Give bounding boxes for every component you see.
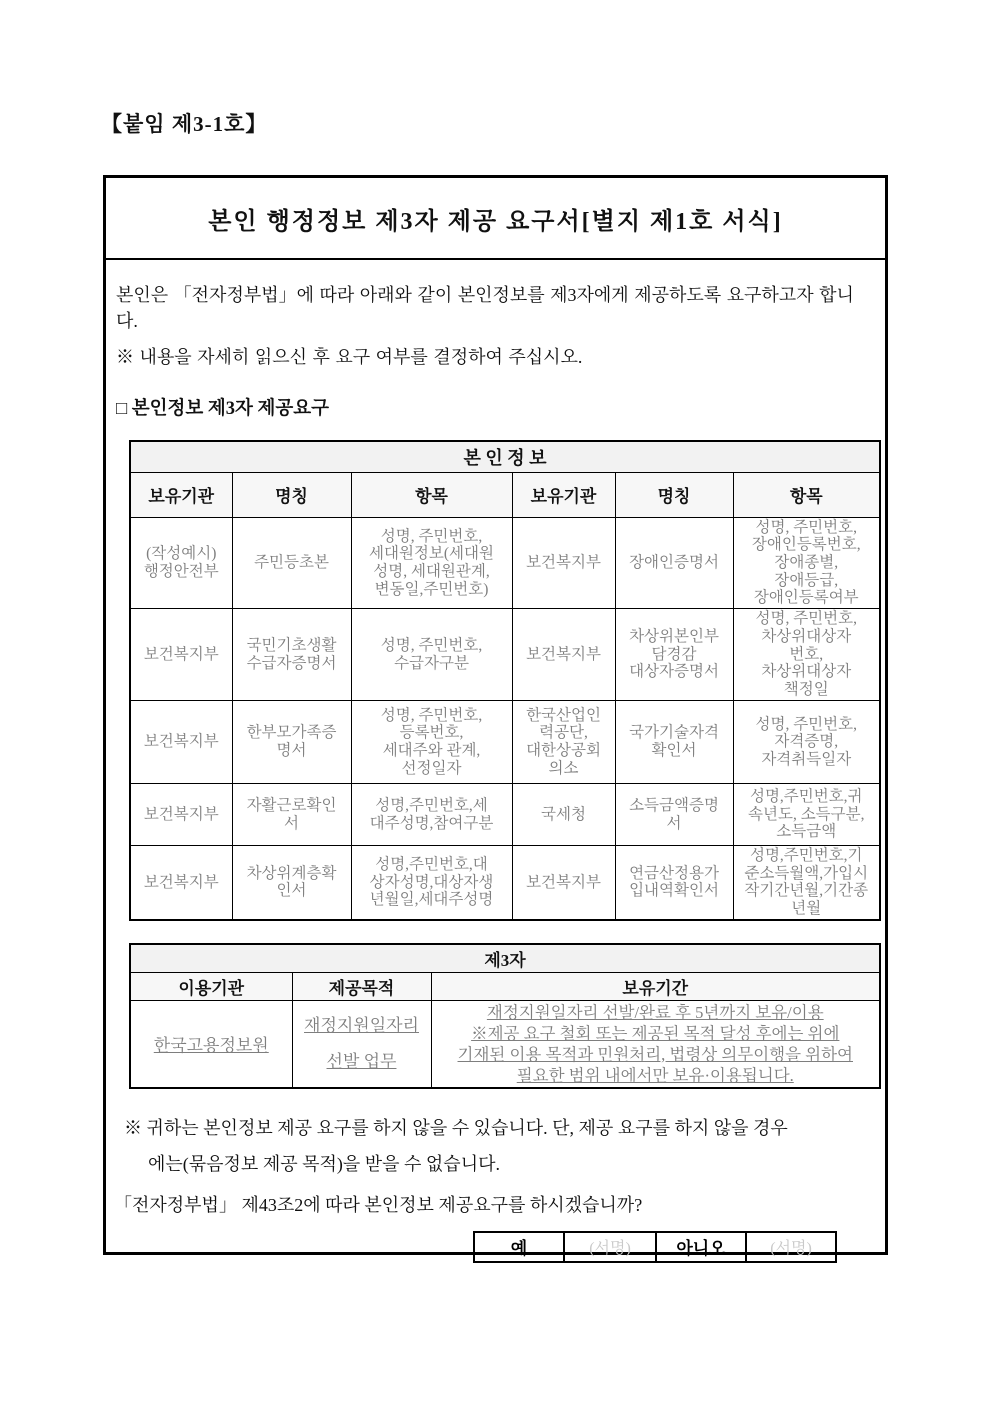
section-label-personal-info-request: □ 본인정보 제3자 제공요구	[116, 399, 330, 420]
table-cell: 장애인증명서	[615, 517, 733, 608]
form-title: 본인 행정정보 제3자 제공 요구서[별지 제1호 서식]	[106, 178, 885, 260]
column-header-name-1: 명칭	[232, 472, 351, 517]
notice-line-1: ※ 귀하는 본인정보 제공 요구를 하지 않을 수 있습니다. 단, 제공 요구를 하지 않을 경우	[124, 1117, 788, 1138]
table-cell: 성명, 주민번호, 자격증명, 자격취득일자	[733, 701, 880, 784]
intro-line-1: 본인은 「전자정부법」에 따라 아래와 같이 본인정보를 제3자에게 제공하도록 요구하고자 합니다.	[116, 285, 854, 332]
table-cell: (작성예시) 행정안전부	[130, 517, 232, 608]
table-row	[130, 609, 880, 701]
no-button[interactable]: 아니오	[656, 1232, 746, 1262]
table-cell: 성명, 주민번호, 수급자구분	[351, 609, 512, 701]
personal-info-table-header-row	[130, 472, 880, 517]
intro-line-2: ※ 내용을 자세히 읽으신 후 요구 여부를 결정하여 주십시오.	[116, 347, 583, 368]
table-row	[130, 784, 880, 846]
table-cell: 자활근로확인 서	[232, 784, 351, 846]
table-cell: 보건복지부	[130, 784, 232, 846]
personal-info-table	[129, 440, 881, 920]
table-row	[130, 701, 880, 784]
table-row	[130, 1000, 880, 1088]
column-header-using-org: 이용기관	[130, 972, 292, 1000]
using-org-cell	[130, 1000, 292, 1088]
retention-line: 재정지원일자리 선발/완료 후 5년까지 보유/이용	[486, 1002, 824, 1022]
personal-info-table-caption-row	[130, 441, 880, 472]
table-cell: 보건복지부	[130, 609, 232, 701]
form-container	[103, 175, 888, 1259]
column-header-retention-period: 보유기간	[431, 972, 880, 1000]
attachment-label: 【붙임 제3-1호】	[101, 112, 268, 136]
table-cell: 차상위계층확 인서	[232, 846, 351, 920]
column-header-items-1: 항목	[351, 472, 512, 517]
table-cell: 성명, 주민번호, 등록번호, 세대주와 관계, 선정일자	[351, 701, 512, 784]
column-header-purpose: 제공목적	[292, 972, 431, 1000]
table-cell: 성명,주민번호,기 준소득월액,가입시 작기간년월,기간종 년월	[733, 846, 880, 920]
table-cell: 성명, 주민번호, 차상위대상자 번호, 차상위대상자 책정일	[733, 609, 880, 701]
table-cell: 보건복지부	[130, 701, 232, 784]
table-row	[130, 846, 880, 920]
retention-line: 필요한 범위 내에서만 보유·이용됩니다.	[516, 1065, 794, 1085]
table-cell: 성명, 주민번호, 세대원정보(세대원 성명, 세대원관계, 변동일,주민번호)	[351, 517, 512, 608]
yes-signature-field[interactable]: (서명)	[564, 1232, 656, 1262]
retention-line: ※제공 요구 철회 또는 제공된 목적 달성 후에는 위에	[471, 1023, 840, 1043]
third-party-table-caption-row	[130, 944, 880, 973]
table-cell: 보건복지부	[130, 846, 232, 920]
third-party-table-caption: 제3자	[130, 944, 880, 973]
table-cell: 주민등초본	[232, 517, 351, 608]
purpose-cell: 재정지원일자리 선발 업무	[292, 1000, 431, 1088]
third-party-table	[129, 943, 881, 1089]
notice-line-2: 에는(묶음정보 제공 목적)을 받을 수 없습니다.	[148, 1153, 500, 1174]
table-cell: 국세청	[512, 784, 615, 846]
table-cell: 국민기초생활 수급자증명서	[232, 609, 351, 701]
third-party-table-header-row	[130, 972, 880, 1000]
column-header-items-2: 항목	[733, 472, 880, 517]
table-cell: 성명, 주민번호, 장애인등록번호, 장애종별, 장애등급, 장애인등록여부	[733, 517, 880, 608]
table-cell: 한부모가족증 명서	[232, 701, 351, 784]
using-org-value: 한국고용정보원	[153, 1036, 269, 1056]
table-cell: 한국산업인 력공단, 대한상공회 의소	[512, 701, 615, 784]
table-cell: 보건복지부	[512, 609, 615, 701]
column-header-name-2: 명칭	[615, 472, 733, 517]
response-buttons-row	[474, 1232, 836, 1262]
table-cell: 연금산정용가 입내역확인서	[615, 846, 733, 920]
table-cell: 성명,주민번호,대 상자성명,대상자생 년월일,세대주성명	[351, 846, 512, 920]
column-header-holding-org-1: 보유기관	[130, 472, 232, 517]
table-cell: 성명,주민번호,귀 속년도, 소득구분, 소득금액	[733, 784, 880, 846]
table-cell: 보건복지부	[512, 517, 615, 608]
table-cell: 소득금액증명 서	[615, 784, 733, 846]
retention-line: 기재된 이용 목적과 민원처리, 법령상 의무이행을 위하여	[457, 1044, 853, 1064]
table-cell: 국가기술자격 확인서	[615, 701, 733, 784]
table-cell: 차상위본인부 담경감 대상자증명서	[615, 609, 733, 701]
consent-question: 「전자정부법」 제43조2에 따라 본인정보 제공요구를 하시겠습니까?	[114, 1194, 643, 1215]
response-buttons-table	[473, 1231, 837, 1263]
retention-period-cell	[431, 1000, 880, 1088]
yes-button[interactable]: 예	[474, 1232, 564, 1262]
table-row	[130, 517, 880, 608]
table-cell: 보건복지부	[512, 846, 615, 920]
column-header-holding-org-2: 보유기관	[512, 472, 615, 517]
personal-info-table-caption: 본 인 정 보	[130, 441, 880, 472]
form-content	[106, 260, 885, 1263]
no-signature-field[interactable]: (서명)	[746, 1232, 836, 1262]
table-cell: 성명,주민번호,세 대주성명,참여구분	[351, 784, 512, 846]
